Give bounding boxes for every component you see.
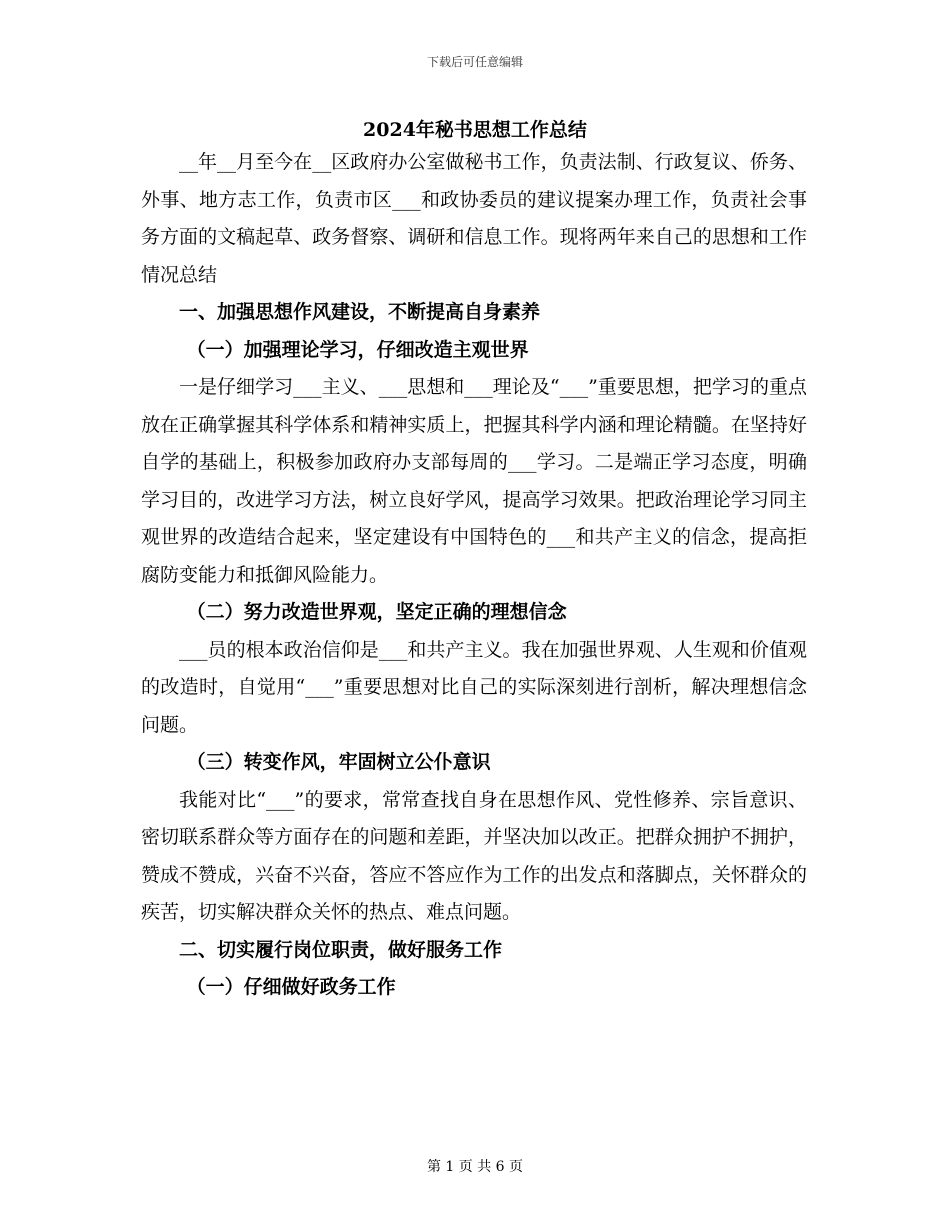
section-heading-1: 一、加强思想作风建设，不断提高自身素养 [179,301,541,323]
body-paragraph-1: 一是仔细学习___主义、___思想和___理论及“___”重要思想，把学习的重点放在正确掌握其科学体系和精神实质上，把握其科学内涵和理论精髓。在坚持好自学的基础上，积极参加政府办支部每周的___学习。二是端正学习态度，明确学习目的，改进学习方法，树立良好学风，提高学习效果。把政治理论学习同主观世界的改造结合起来，坚定建设有中国特色的___和共产主义的信念，提高拒腐防变能力和抵御风险能力。 [141,376,807,586]
subsection-heading-2-1: （一）仔细做好政务工作 [186,976,396,998]
document-title: 2024年秘书思想工作总结 [363,119,587,141]
page-number-footer: 第 1 页 共 6 页 [426,1159,524,1175]
subsection-heading-1-2: （二）努力改造世界观，坚定正确的理想信念 [186,601,567,623]
header-note: 下载后可任意编辑 [426,55,523,69]
subsection-heading-1-1: （一）加强理论学习，仔细改造主观世界 [186,338,529,361]
body-paragraph-3: 我能对比“___”的要求，常常查找自身在思想作风、党性修养、宗旨意识、密切联系群众等方面存在的问题和差距，并坚决加以改正。把群众拥护不拥护，赞成不赞成，兴奋不兴奋，答应不答应作为工作的出发点和落脚点，关怀群众的疾苦，切实解决群众关怀的热点、难点问题。 [141,788,807,923]
body-paragraph-2: ___员的根本政治信仰是___和共产主义。我在加强世界观、人生观和价值观的改造时，自觉用“___”重要思想对比自己的实际深刻进行剖析，解决理想信念问题。 [141,638,807,736]
document-body [141,144,807,1007]
section-heading-2: 二、切实履行岗位职责，做好服务工作 [179,938,503,961]
intro-paragraph: __年__月至今在__区政府办公室做秘书工作，负责法制、行政复议、侨务、外事、地方志工作，负责市区___和政协委员的建议提案办理工作，负责社会事务方面的文稿起草、政务督察、调研和信息工作。现将两年来自己的思想和工作情况总结 [141,151,807,286]
subsection-heading-1-3: （三）转变作风，牢固树立公仆意识 [186,751,491,773]
